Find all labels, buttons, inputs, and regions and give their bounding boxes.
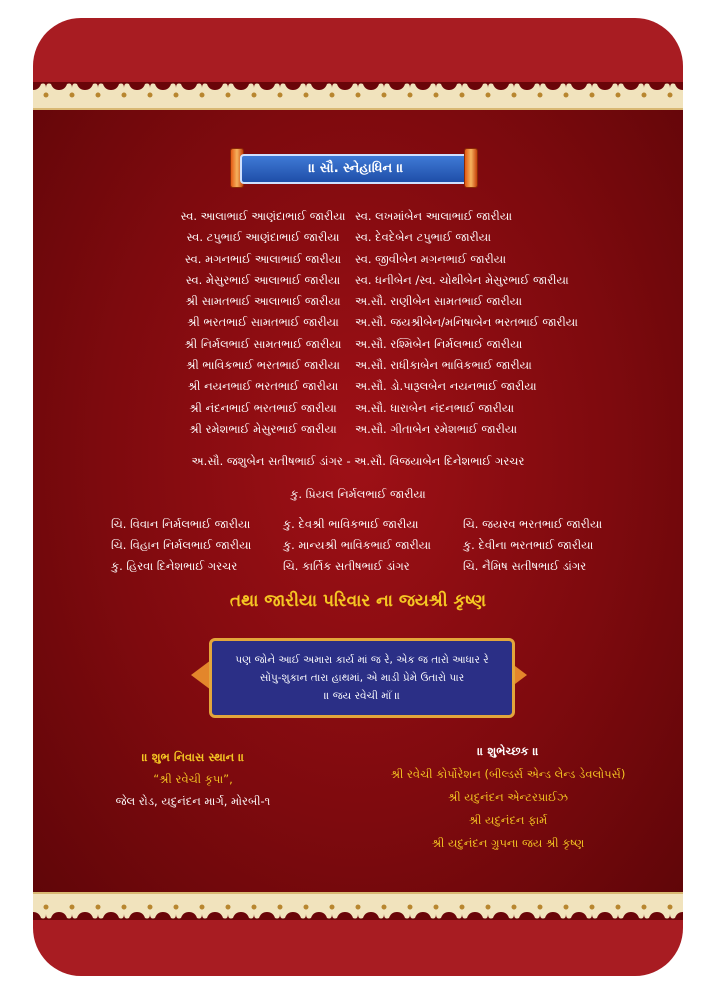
well-wishers bbox=[373, 740, 643, 855]
kid-line: કુ. માન્યશ્રી ભાવિકભાઈ જારીયા bbox=[283, 538, 431, 552]
title-banner bbox=[230, 148, 478, 186]
name-line: અ.સૌ. ડો.પારૂલબેન નયનભાઈ જારીયા bbox=[355, 379, 537, 394]
kids-column-3 bbox=[463, 514, 602, 577]
wisher-line: શ્રી યદુનંદન એન્ટરપ્રાઈઝ bbox=[447, 790, 569, 804]
name-line: સ્વ. જીવીબેન મગનભાઈ જારીયા bbox=[355, 251, 507, 266]
right-names-list bbox=[355, 206, 617, 440]
name-line: શ્રી ભરતભાઈ સામતભાઈ જારીયા bbox=[187, 315, 339, 330]
name-line: અ.સૌ. રશ્મિબેન નિર્મલભાઈ જારીયા bbox=[355, 336, 523, 351]
quote-text bbox=[212, 651, 512, 705]
name-line: શ્રી રમેશભાઈ મેસુરભાઈ જારીયા bbox=[189, 421, 337, 436]
address-heading: ॥ શુભ નિવાસ સ્થાન ॥ bbox=[141, 750, 245, 764]
name-line: સ્વ. મેસુરભાઈ આલાભાઈ જારીયા bbox=[185, 272, 341, 287]
quote-line: સોંપુ-શુકાન તારા હાથમાં, એ માડી પ્રેમે ઉતારો પાર bbox=[259, 672, 465, 684]
name-line: અ.સૌ. રાધીકાબેન ભાવિકભાઈ જારીયા bbox=[355, 358, 532, 373]
kids-column-2 bbox=[283, 514, 431, 577]
quote-box bbox=[209, 638, 515, 718]
name-line: શ્રી નંદનભાઈ ભરતભાઈ જારીયા bbox=[189, 400, 337, 415]
name-line: અ.સૌ. ધારાબેન નંદનભાઈ જારીયા bbox=[355, 400, 515, 415]
name-line: અ.સૌ. ગીતાબેન રમેશભાઈ જારીયા bbox=[355, 421, 518, 436]
quote-line: પણ જોને આઈ અમારા કાર્ય માં જ રે, એક જ તારો આધાર રે bbox=[235, 654, 489, 666]
family-greeting: તથા જારીયા પરિવાર ના જયશ્રી કૃષ્ણ bbox=[229, 591, 487, 611]
wisher-line: શ્રી યદુનંદન ફાર્મ bbox=[468, 813, 548, 827]
residence-address bbox=[93, 746, 293, 812]
name-line: શ્રી નયનભાઈ ભરતભાઈ જારીયા bbox=[187, 379, 339, 394]
title-text: ॥ સૌ. સ્નેહાધિન ॥ bbox=[308, 161, 404, 176]
name-line: અ.સૌ. જયશ્રીબેન/મનિષાબેન ભરતભાઈ જારીયા bbox=[355, 315, 578, 330]
kid-line: કુ. દેવીના ભરતભાઈ જારીયા bbox=[463, 538, 594, 552]
kid-line: ચિ. જયરવ ભરતભાઈ જારીયા bbox=[463, 517, 603, 531]
top-decorative-border bbox=[33, 82, 683, 110]
quote-line: ॥ જય રવેચી માઁ ॥ bbox=[323, 690, 401, 702]
wisher-line: શ્રી રવેચી કોર્પોરેશન (બીલ્ડર્સ એન્ડ લેન્ડ ડેવલોપર્સ) bbox=[390, 767, 626, 781]
name-line: સ્વ. લખમાંબેન આલાભાઈ જારીયા bbox=[355, 209, 513, 223]
kids-column-1 bbox=[111, 514, 251, 577]
street-address: જેલ રોડ, યદુનંદન માર્ગ, મોરબી-૧ bbox=[115, 794, 271, 808]
name-line: સ્વ. ટપુભાઈ આણંદાભાઈ જારીયા bbox=[186, 230, 340, 245]
title-bar bbox=[240, 154, 472, 184]
bottom-decorative-border bbox=[33, 892, 683, 920]
kid-line: ચિ. નૈમિષ સતીષભાઈ ડાંગર bbox=[463, 559, 587, 573]
name-line: સ્વ. દેવદેબેન ટપુભાઈ જારીયા bbox=[355, 230, 492, 245]
invitation-card bbox=[33, 18, 683, 976]
kid-line: ચિ. વિવાન નિર્મલભાઈ જારીયા bbox=[111, 517, 251, 531]
name-line: સ્વ. મગનભાઈ આલાભાઈ જારીયા bbox=[184, 251, 342, 266]
married-daughters-line: અ.સૌ. જશુબેન સતીષભાઈ ડાંગર - અ.સૌ. વિજયાબેન દિનેશભાઈ ગરચર bbox=[191, 454, 525, 468]
wisher-line: શ્રી યદુનંદન ગ્રુપના જય શ્રી કૃષ્ણ bbox=[431, 836, 585, 850]
quote-banner bbox=[189, 632, 529, 718]
house-name: “શ્રી રવેચી કૃપા”, bbox=[153, 772, 233, 786]
kid-line: કુ. હિરવા દિનેશભાઈ ગરચર bbox=[111, 559, 238, 573]
name-line: સ્વ. આલાભાઈ આણંદાભાઈ જારીયા bbox=[180, 209, 346, 223]
left-names-list bbox=[163, 206, 363, 440]
single-name-line: કુ. પ્રિયલ નિર્મલભાઈ જારીયા bbox=[290, 487, 426, 501]
name-line: અ.સૌ. રાણીબેન સામતભાઈ જારીયા bbox=[355, 294, 523, 309]
kid-line: કુ. દેવશ્રી ભાવિકભાઈ જારીયા bbox=[283, 517, 419, 531]
kid-line: ચિ. વિહાન નિર્મલભાઈ જારીયા bbox=[111, 538, 252, 552]
name-line: શ્રી ભાવિકભાઈ ભરતભાઈ જારીયા bbox=[186, 358, 340, 373]
kid-line: ચિ. કાર્તિક સતીષભાઈ ડાંગર bbox=[283, 559, 410, 573]
name-line: શ્રી નિર્મલભાઈ સામતભાઈ જારીયા bbox=[184, 336, 342, 351]
scroll-roll-right bbox=[464, 148, 478, 188]
name-line: સ્વ. ધનીબેન /સ્વ. ચોથીબેન મેસુરભાઈ જારીયા bbox=[355, 272, 569, 287]
wishers-heading: ॥ શુભેચ્છક ॥ bbox=[477, 744, 539, 758]
quote-arrow-left bbox=[191, 660, 211, 690]
name-line: શ્રી સામતભાઈ આલાભાઈ જારીયા bbox=[185, 294, 341, 309]
